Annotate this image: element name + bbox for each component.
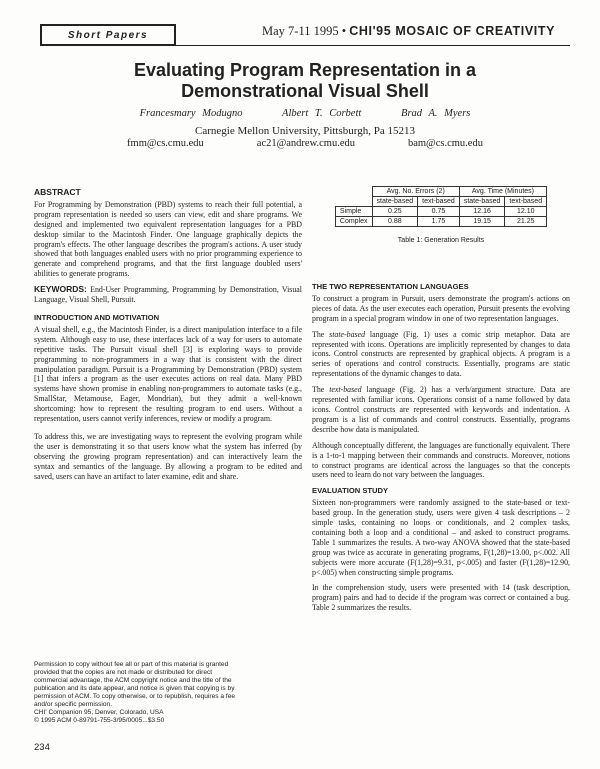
table-cell: 0.88 [372,217,418,227]
keywords [34,285,302,305]
evaluation-paragraph-1: Sixteen non-programmers were randomly assigned to the state-based or text-based group. In the generation study, users were given 4 task descriptions – 2 simple tasks, containing no loops or conditionals, and 2 complex tasks, containing both a loop and a conditional – and asked to construct programs. Table 1 summarizes the results. A two-way ANOVA showed that the state-based group was twice as accurate in generating programs, F(1,28)=13.00, p<.002. All subjects were more accurate (F(1,28)=9.31, p<.005) and faster (F(1,28)=12.90, p<.005) when constructing simple programs. [312,498,570,577]
author: Brad A. Myers [401,108,471,119]
table-cell: 12.10 [505,207,547,217]
intro-paragraph-2: To address this, we are investigating ways to represent the evolving program while the user is demonstrating it so that users know what the system has inferred (by observing the growing program representation) and can interactively learn the syntax and semantics of the language. By allowing a program to be edited and saved, users can have an artifact to later examine, edit and share. [34,431,302,481]
affiliation: Carnegie Mellon University, Pittsburgh, Pa 15213 [195,125,415,137]
table-corner [335,187,372,197]
representation-paragraph-3 [312,385,570,435]
representation-paragraph-2 [312,330,570,380]
table-row [335,217,546,227]
conference-name: CHI'95 MOSAIC OF CREATIVITY [349,24,556,38]
header-bullet: • [341,24,347,38]
author: Albert T. Corbett [282,108,362,119]
email: ac21@andrew.cmu.edu [256,138,355,149]
table-subheader: text-based [505,197,547,207]
abstract-heading: ABSTRACT [34,187,81,197]
venue-text: CHI' Companion 95, Denver, Colorado, USA [34,709,164,716]
results-table-block [312,186,570,244]
row-label: Simple [335,207,372,217]
keywords-text: End-User Programming, Programming by Demonstration, Visual Language, Visual Shell, Pursuit. [34,285,302,305]
paragraph-lead: The [312,385,330,395]
table-subheader-row [335,197,546,207]
email: bam@cs.cmu.edu [407,138,483,149]
title-line-1: Evaluating Program Representation in a [133,60,477,80]
isbn-text: © 1995 ACM 0-89791-755-3/95/0005...$3.50 [34,717,165,724]
representation-heading: THE TWO REPRESENTATION LANGUAGES [312,282,469,291]
copyright-notice [34,661,244,725]
author: Francesmary Modugno [139,108,243,119]
table-caption: Table 1: Generation Results [397,237,485,244]
paper-title [40,60,570,102]
abstract-text: For Programming by Demonstration (PBD) systems to reach their full potential, a program representation is needed so users can view, edit and share programs. We designed and implemented two equivalent representation languages for a PBD desktop similar to the Macintosh Finder. One language graphically depicts the program's effects. The other language describes the program's actions. A user study showed that both languages enabled users with no prior programming experience to generate and comprehend programs, and that the first language doubled users' abilities to generate programs. [34,199,302,279]
table-cell: 1.75 [418,217,460,227]
paragraph-body: language (Fig. 2) has a verb/argument structure. Data are represented with familiar icons. Operations consist of a name followed by data icons. Control constructs are represented with keywords and indentation. A program is a list of commands and control constructs. Essentially, programs describe how data is manipulated. [312,385,570,434]
keywords-heading: KEYWORDS: [34,284,87,295]
table-cell: 0.25 [372,207,418,217]
paragraph-lead: The [312,329,330,339]
email-list [40,138,570,149]
email: fmm@cs.cmu.edu [127,138,204,149]
table-cell: 0.75 [418,207,460,217]
permission-text: Permission to copy without fee all or part of this material is granted provided that the copies are not made or distributed for direct commercial advantage, the ACM copyright notice and the title of the publication and its date appear, and notice is given that copying is by permission of ACM. To copy otherwise, or to republish, requires a fee and/or specific permission. [34,661,236,708]
table-header: Avg. No. Errors (2) [372,187,459,197]
evaluation-paragraph-2: In the comprehension study, users were presented with 14 (task description, program) pairs and had to decide if the program was correct or contained a bug. Table 2 summarizes the results. [312,583,570,613]
conference-date: May 7-11 1995 [262,24,339,38]
conference-header [262,24,555,39]
evaluation-heading: EVALUATION STUDY [312,486,389,496]
representation-paragraph-4: Although conceptually different, the languages are functionally equivalent. There is a 1-to-1 mapping between their commands and constructs. Moreover, notions to construct programs are identical across the languages so that the concepts users need to learn do not vary between the languages. [312,440,570,480]
section-label: Short Papers [40,24,176,46]
table-cell: 19.15 [459,217,505,227]
table-header-row [335,187,546,197]
term-state-based: state-based [329,329,366,339]
page-number: 234 [34,742,50,753]
row-label: Complex [335,217,372,227]
table-corner [335,197,372,207]
table-subheader: state-based [372,197,418,207]
author-list [40,108,570,119]
left-column [34,188,302,487]
right-column [312,282,570,619]
paragraph-body: language (Fig. 1) uses a comic strip metaphor. Data are represented with icons. Operations are implicitly represented by changes to data icons. Control constructs are represented by graphical objects. A program is a series of operations and control constructs. Essentially, programs are static representations of the dynamic changes to data. [312,329,570,379]
table-header: Avg. Time (Minutes) [459,187,546,197]
intro-paragraph-1: A visual shell, e.g., the Macintosh Finder, is a direct manipulation interface to a file system. Although easy to use, these interfaces lack of a way for users to automate repetitive tasks. The Pursuit visual shell [3] is exploring ways to provide programming to non-programmers in a way that is consistent with the direct manipulation paradigm. Pursuit is a Programming by Demonstration (PBD) system [1] that infers a program as the user executes actions on real data. Many PBD systems have shown promise in enabling non-programmers to automate tasks (e.g., SmallStar, Metamouse, Eager, Mondrian), but they admit a well-known shortcoming: how to represent the resulting program to end users. Without a representation, users cannot verify inferences, review or modify a program. [34,324,302,424]
table-subheader: text-based [418,197,460,207]
table-subheader: state-based [459,197,505,207]
intro-heading: INTRODUCTION AND MOTIVATION [34,312,160,322]
table-cell: 12.16 [459,207,505,217]
representation-paragraph-1: To construct a program in Pursuit, users demonstrate the program's actions on pieces of data. As the user executes each operation, Pursuit presents the evolving program in a special program window in one of two representation languages. [312,293,570,323]
title-line-2: Demonstrational Visual Shell [181,81,429,101]
table-cell: 21.25 [505,217,547,227]
term-text-based: text-based [329,385,362,395]
table-row [335,207,546,217]
header-rule [40,45,570,46]
results-table [335,186,547,227]
